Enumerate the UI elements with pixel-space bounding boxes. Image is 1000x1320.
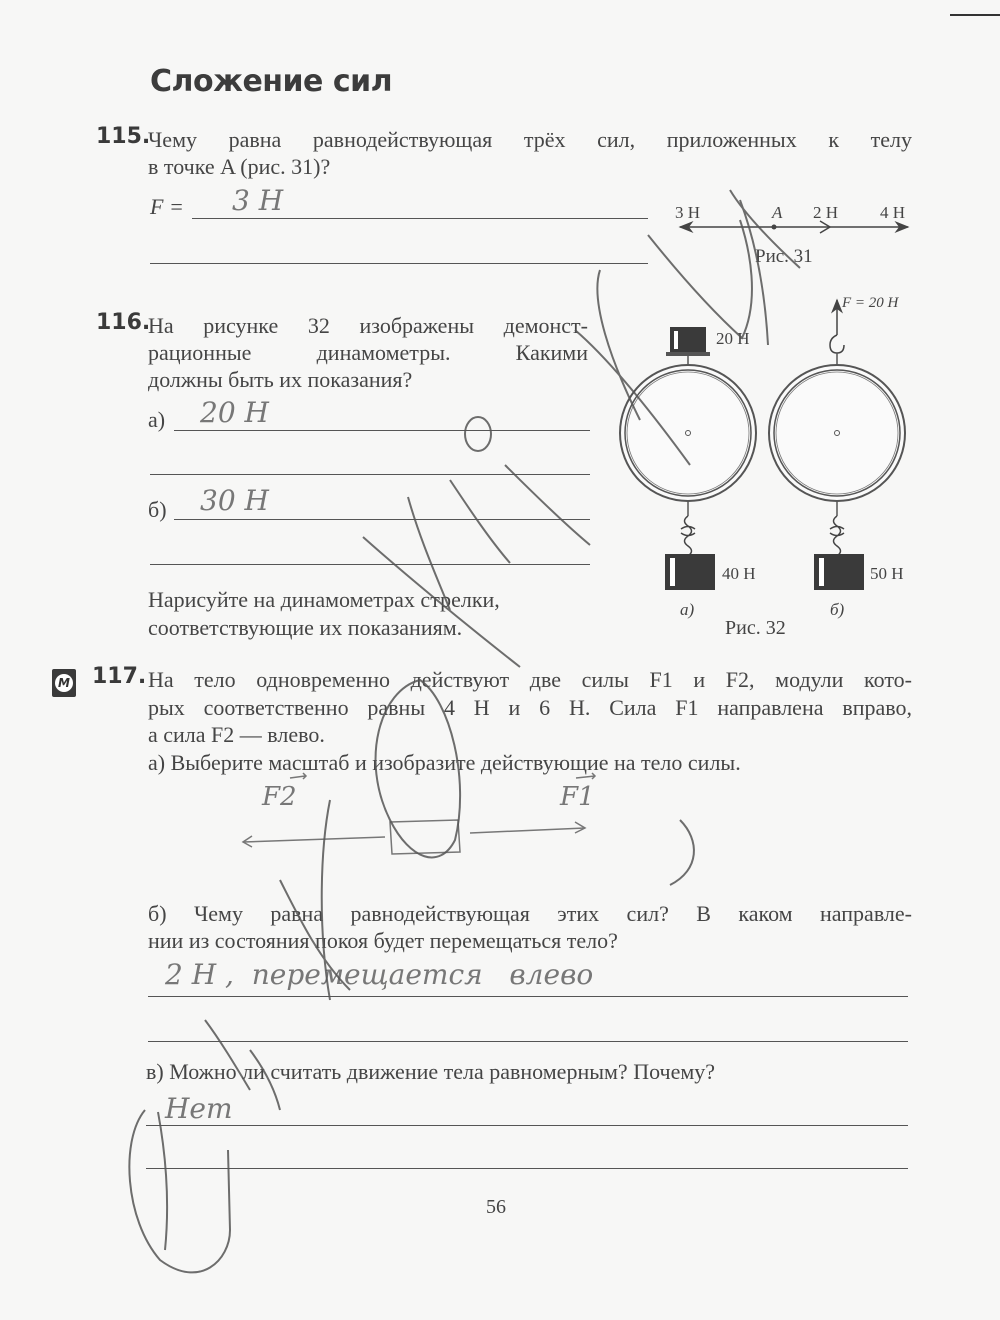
problem-117-text-line2: рых соответственно равны 4 Н и 6 Н. Сила F1 направлена вправо, (148, 695, 912, 720)
problem-115-text-line2: в точке A (рис. 31)? (148, 154, 331, 179)
handwritten-answer-117b: 2 Н , перемещается влево (165, 958, 594, 991)
answer-label-F: F = (150, 194, 184, 219)
problem-116-text-line3: должны быть их показания? (148, 367, 413, 392)
handwritten-answer-116b: 30 Н (200, 484, 269, 517)
problem-117-text-line1: На тело одновременно действуют две силы F1 и F2, модули кото- (148, 667, 912, 692)
bottom-weight-label-b: 50 Н (870, 564, 904, 583)
dynamometer-a (620, 327, 756, 590)
problem-116-text-line2: рационные динамометры. Какими (148, 340, 588, 365)
problem-115-number: 115. (96, 124, 151, 149)
dynamometer-a-label: а) (680, 600, 695, 619)
handwritten-force-drawing (243, 773, 595, 854)
problem-117-part-a: а) Выберите масштаб и изобразите действующие на тело силы. (148, 750, 741, 775)
problem-116-number: 116. (96, 310, 151, 335)
handwritten-answer-115: 3 Н (232, 184, 284, 217)
dynamometer-b-label: б) (830, 600, 845, 619)
handwritten-answer-117c: Нет (165, 1092, 233, 1125)
m-badge-icon: M (52, 669, 76, 697)
handwritten-answer-116a: 20 Н (200, 396, 269, 429)
answer-a-label: а) (148, 407, 166, 432)
handwritten-label-F1: F1 (560, 782, 595, 812)
problem-115-text-line1: Чему равна равнодействующая трёх сил, приложенных к телу (148, 127, 912, 152)
force-label-2N: 2 Н (813, 203, 839, 222)
section-title: Сложение сил (150, 64, 393, 99)
problem-116-instruction-line2: соответствующие их показаниям. (148, 615, 463, 640)
page-number: 56 (486, 1196, 506, 1218)
bottom-weight-label-a: 40 Н (722, 564, 756, 583)
force-label-3N: 3 Н (675, 203, 701, 222)
problem-117-part-b-line2: нии из состояния покоя будет перемещаться тело? (148, 928, 618, 953)
top-weight-label-a: 20 Н (716, 329, 750, 348)
problem-116-instruction-line1: Нарисуйте на динамометрах стрелки, (148, 587, 500, 612)
figure-32-caption: Рис. 32 (725, 617, 786, 639)
dynamometer-b (769, 300, 905, 590)
problem-117-text-line3: а сила F2 — влево. (148, 722, 325, 747)
figure-31-caption: Рис. 31 (755, 246, 813, 267)
problem-116-text-line1: На рисунке 32 изображены демонст- (148, 313, 588, 338)
handwritten-label-F2: F2 (262, 782, 297, 812)
force-diagram-31 (680, 221, 908, 233)
point-label-A: A (772, 203, 783, 222)
force-label-4N: 4 Н (880, 203, 906, 222)
applied-force-label-b: F = 20 Н (842, 295, 899, 311)
problem-117-number: 117. (92, 664, 147, 689)
problem-117-part-c: в) Можно ли считать движение тела равномерным? Почему? (146, 1059, 716, 1084)
answer-b-label: б) (148, 497, 167, 522)
problem-117-part-b-line1: б) Чему равна равнодействующая этих сил? В каком направле- (148, 901, 912, 926)
